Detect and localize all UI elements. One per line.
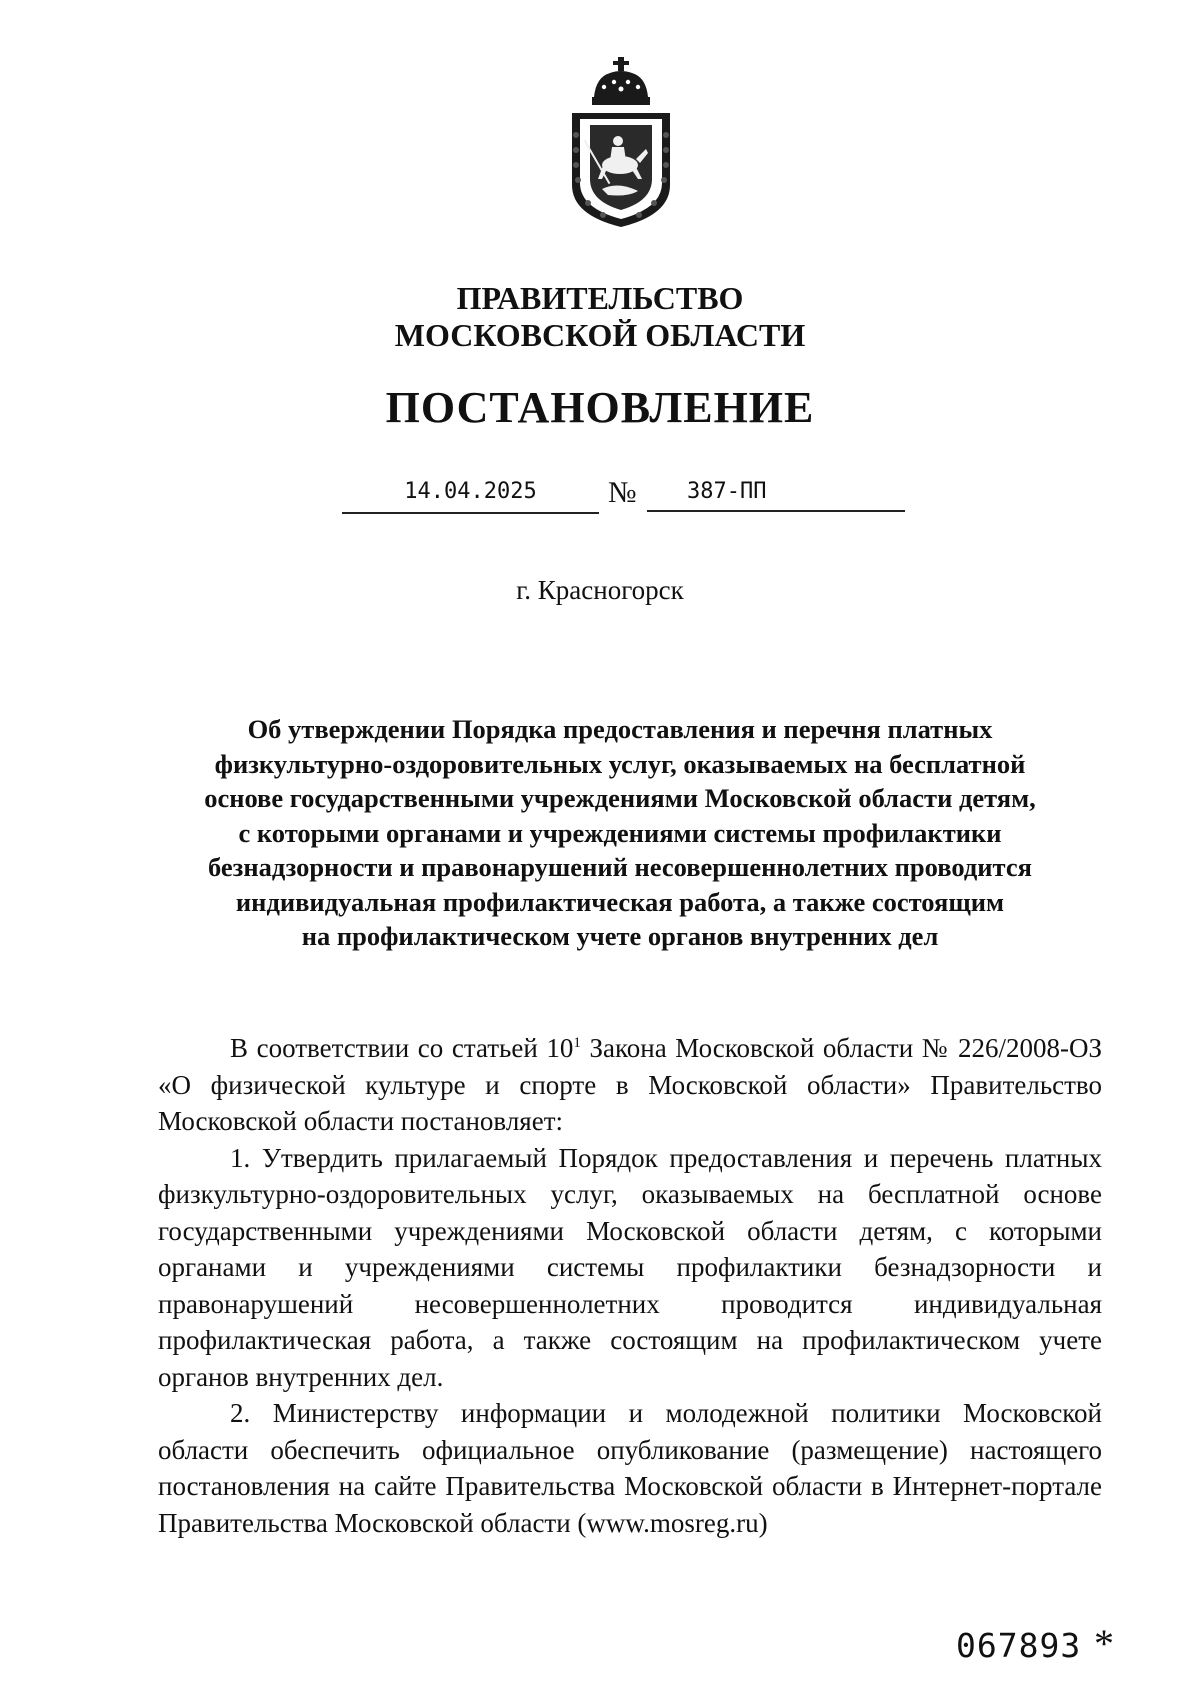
- title-line: индивидуальная профилактическая работа, а также состоящим: [235, 886, 1005, 917]
- document-date: 14.04.2025: [342, 472, 599, 514]
- title-line: основе государственными учреждениями Московской области детям,: [204, 783, 1036, 813]
- document-body: [158, 1030, 1102, 1541]
- date-number-line: [0, 472, 1200, 522]
- org-name-line1: ПРАВИТЕЛЬСТВО: [456, 280, 744, 316]
- paragraph-2: 2. Министерству информации и молодежной политики Московской области обеспечить официальное опубликование (размещение) настоящего постановления на сайте Правительства Московской области в Интернет-портале Правительства Московской области (www.mosreg.ru): [158, 1398, 1102, 1538]
- title-line: с которыми органами и учреждениями системы профилактики: [238, 817, 1002, 848]
- intro-text-end: Закона Московской области № 226/2008-ОЗ «О физической культуре и спорте в Московской области» Правительство Московской области постановляет:: [158, 1033, 1102, 1136]
- city: г. Красногорск: [516, 575, 684, 605]
- title-line: на профилактическом учете органов внутренних дел: [301, 921, 939, 951]
- asterisk-mark: *: [1094, 1621, 1114, 1666]
- document-title: [180, 712, 1060, 954]
- title-line: физкультурно-оздоровительных услуг, оказываемых на бесплатной: [214, 748, 1026, 779]
- document-type: ПОСТАНОВЛЕНИЕ: [385, 383, 815, 432]
- title-line: безнадзорности и правонарушений несовершеннолетних проводится: [208, 852, 1032, 882]
- serial-number: 067893: [956, 1626, 1082, 1665]
- title-line: Об утверждении Порядка предоставления и перечня платных: [247, 714, 993, 744]
- org-name-line2: МОСКОВСКОЙ ОБЛАСТИ: [394, 317, 806, 353]
- number-sign: №: [608, 476, 637, 509]
- document-number: 387-ПП: [647, 472, 905, 512]
- paragraph-1: 1. Утвердить прилагаемый Порядок предоставления и перечень платных физкультурно-оздоровительных услуг, оказываемых на бесплатной основе государственными учреждениями Московской области детям, с которыми органами и учреждениями системы профилактики безнадзорности и правонарушений несовершеннолетних проводится индивидуальная профилактическая работа, а также состоящим на профилактическом учете органов внутренних дел.: [158, 1142, 1102, 1392]
- intro-paragraph: [158, 1030, 1102, 1140]
- article-superscript: 1: [573, 1035, 581, 1051]
- coat-of-arms-emblem: [558, 55, 684, 231]
- intro-text-start: В соответствии со статьей 10: [230, 1033, 574, 1063]
